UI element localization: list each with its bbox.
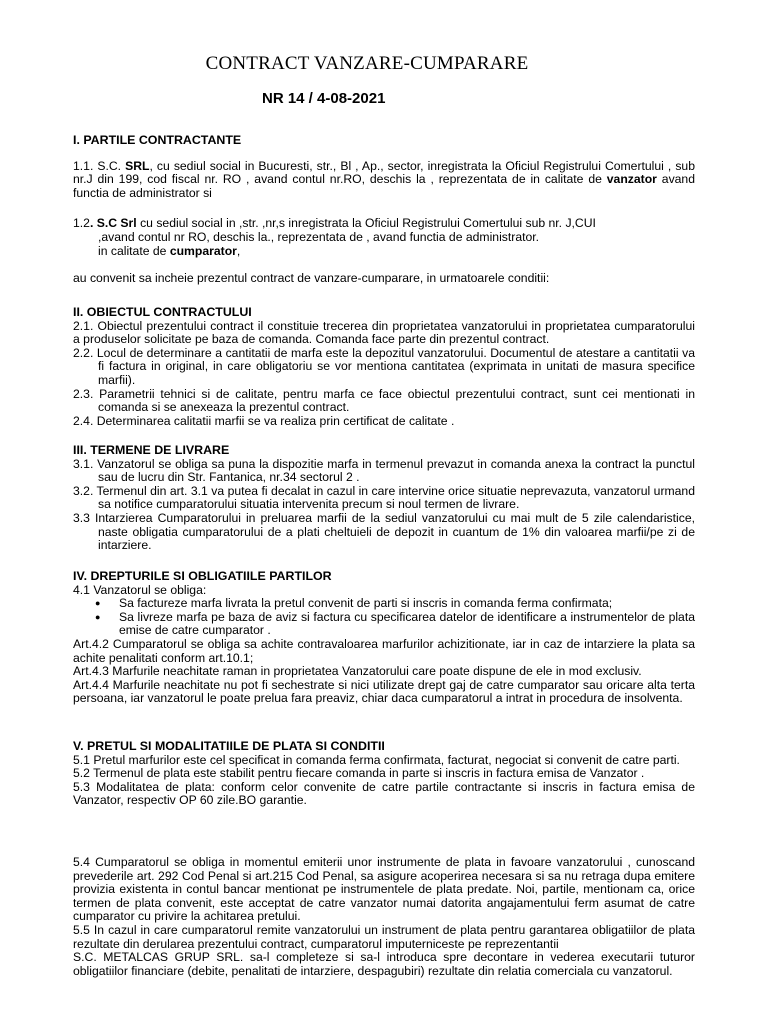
clause: 3.1. Vanzatorul se obliga sa puna la dispozitie marfa in termenul prevazut in comanda anexa la contract la punctul sau de lucru din Str. Fantanica, nr.34 sectorul 2 . — [73, 456, 695, 485]
clause: 3.3 Intarzierea Cumparatorului in preluarea marfii de la sediul vanzatorului cu mai mult de 5 zile calendaristice, naste obligatia cumparatorului de a plati cheltuieli de depozit in cuantum de 1% din valoarea marfii/pe zi de intarziere. — [73, 510, 695, 553]
section-heading: IV. DREPTURILE SI OBLIGATIILE PARTILOR — [73, 569, 332, 583]
bullet-icon: ● — [95, 611, 101, 622]
bullet-item: ● Sa factureze marfa livrata la pretul convenit de parti si inscris in comanda ferma confirmata; — [95, 596, 613, 611]
section-delivery — [73, 444, 695, 553]
clause: 2.4. Determinarea calitatii marfii se va realiza prin certificat de calitate . — [73, 413, 455, 428]
section-price-continued — [73, 856, 695, 978]
clause-list — [73, 638, 695, 706]
clause-list — [73, 458, 695, 553]
clause: 2.3. Parametrii tehnici si de calitate, pentru marfa ce face obiectul prezentului contract, sunt cei mentionati in comanda si se anexeaza la prezentul contract. — [73, 386, 695, 415]
clause: 5.3 Modalitatea de plata: conform celor convenite de catre partile contractante si inscris in factura emisa de Vanzator, respectiv OP 60 zile.BO garantie. — [73, 779, 695, 808]
agreement-statement: au convenit sa incheie prezentul contract de vanzare-cumparare, in urmatoarele conditii: — [73, 271, 550, 286]
section-heading: V. PRETUL SI MODALITATIILE DE PLATA SI CONDITII — [73, 739, 385, 753]
clause: 2.2. Locul de determinare a cantitatii de marfa este la depozitul vanzatorului. Documentul de atestare a cantitatii va fi factura in original, in care obligatoriu se vor mentiona cantitatea (exprimata in unitati de masura specifice marfii). — [73, 345, 695, 387]
clause: Art.4.2 Cumparatorul se obliga sa achite contravaloarea marfurilor achizitionate, iar in caz de intarziere la plata sa achite penalitati conform art.10.1; — [73, 636, 695, 665]
clause: S.C. METALCAS GRUP SRL. sa-l completeze si sa-l introduca spre decontare in vederea executarii tuturor obligatiilor financiare (debite, penalitati de intarziere, despagubiri) rezultate din relatia comerciala cu vanzatorul. — [73, 950, 695, 978]
section-price — [73, 740, 695, 808]
clause: 5.4 Cumparatorul se obliga in momentul emiterii unor instrumente de plata in favoare vanzatorului , cunoscand prevederile art. 292 Cod Penal si art.215 Cod Penal, sa asigure acoperirea necesara si sa nu retraga dupa emitere provizia existenta in contul bancar mentionat pe instrumentele de plata predate. Noi, partile, mentionam ca, orice termen de plata convenit, este acceptat de catre vanzator numai datorita angajamentului ferm asumat de catre cumparator cu privire la achitarea pretului. — [73, 855, 695, 924]
clause: 2.1. Obiectul prezentului contract il constituie trecerea din proprietatea vanzatorului in proprietatea cumparatorului a produselor solicitate pe baza de comanda. Comanda face parte din prezentul contract. — [73, 318, 695, 347]
clause-1-2-line2: ,avand contul nr RO, deschis la., reprezentata de , avand functia de administrator. — [98, 229, 540, 244]
clause-4-1: 4.1 Vanzatorul se obliga: — [73, 582, 207, 597]
clause: Art.4.4 Marfurile neachitate nu pot fi sechestrate si nici utilizate drept gaj de catre cumparator sau oricare alta terta persoana, iar vanzatorul le poate prelua fara preaviz, chiar daca cumparatorul a intrat in procedura de insolventa. — [73, 677, 695, 706]
clause: Art.4.3 Marfurile neachitate raman in proprietatea Vanzatorului care poate dispune de ele in mod exclusiv. — [73, 664, 642, 679]
document-title: CONTRACT VANZARE-CUMPARARE — [205, 53, 529, 74]
clause-1-2: 1.2. S.C Srl cu sediul social in ,str. ,nr,s inregistrata la Oficiul Registrului Comertului sub nr. J,CUI — [73, 216, 596, 231]
section-object — [73, 306, 695, 428]
section-parties — [73, 134, 695, 286]
section-heading: I. PARTILE CONTRACTANTE — [73, 133, 242, 147]
clause-list — [73, 856, 695, 978]
clause: 5.1 Pretul marfurilor este cel specificat in comanda ferma confirmata, facturat, negociat si convenit de catre parti. — [73, 752, 680, 767]
clause: 5.2 Termenul de plata este stabilit pentru fiecare comanda in parte si inscris in factura emisa de Vanzator . — [73, 766, 645, 781]
bullet-list — [73, 597, 695, 638]
clause: 3.2. Termenul din art. 3.1 va putea fi decalat in cazul in care intervine orice situatie neprevazuta, vanzatorul urmand sa notifice cumparatorului situatia intervenita precum si noul termen de livrare. — [73, 483, 695, 512]
clause: 5.5 In cazul in care cumparatorul remite vanzatorului un instrument de plata pentru garantarea obligatiilor de plata rezultate din derularea prezentului contract, cumparatorul imputerniceste pe reprezentantii — [73, 922, 695, 951]
clause-list — [73, 320, 695, 429]
bullet-item: ● Sa livreze marfa pe baza de aviz si factura cu specificarea datelor de identificare a instrumentelor de plata emise de catre cumparator . — [95, 609, 695, 638]
clause-list — [73, 754, 695, 808]
section-heading: III. TERMENE DE LIVRARE — [73, 443, 230, 457]
section-rights — [73, 570, 695, 706]
bullet-icon: ● — [95, 598, 101, 609]
contract-number: NR 14 / 4-08-2021 — [262, 90, 386, 107]
section-heading: II. OBIECTUL CONTRACTULUI — [73, 305, 252, 319]
clause-1-2-line3: in calitate de cumparator, — [98, 243, 241, 258]
clause-1-1: 1.1. S.C. SRL, cu sediul social in Bucuresti, str., Bl , Ap., sector, inregistrata la Oficiul Registrului Comertului , sub nr.J din 199, cod fiscal nr. RO , avand contul nr.RO, deschis la , reprezentata de in calitate de vanzator avand functia de administrator si — [73, 158, 695, 200]
